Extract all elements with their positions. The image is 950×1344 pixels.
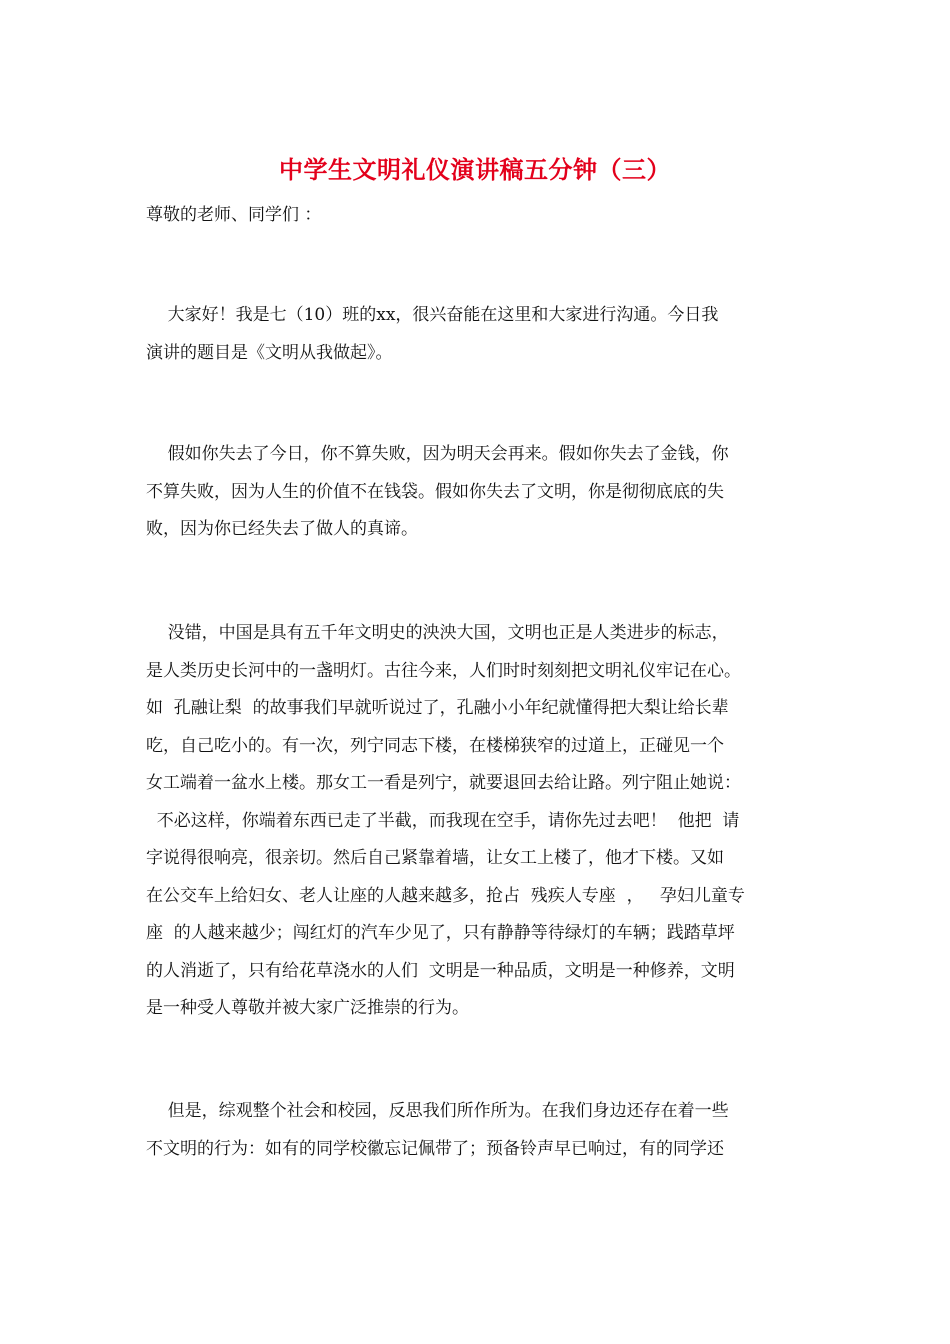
paragraph-2 (146, 436, 809, 549)
text-line: 是一种受人尊敬并被大家广泛推崇的行为。 (146, 998, 469, 1018)
text-line: 不必这样，你端着东西已走了半截，而我现在空手，请你先过去吧！ 他把 请 (146, 810, 740, 831)
text-line: 吃，自己吃小的。有一次，列宁同志下楼，在楼梯狭窄的过道上，正碰见一个 (146, 735, 724, 756)
paragraph-4 (146, 1093, 809, 1168)
document-title: 中学生文明礼仪演讲稿五分钟（三） (279, 155, 671, 184)
text-line: 大家好！我是七（10）班的xx，很兴奋能在这里和大家进行沟通。今日我 (146, 305, 719, 325)
paragraph-3 (146, 615, 809, 1028)
text-line: 座 的人越来越少；闯红灯的汽车少见了，只有静静等待绿灯的车辆；践踏草坪 (146, 923, 735, 943)
text-line: 不算失败，因为人生的价值不在钱袋。假如你失去了文明，你是彻彻底底的失 (146, 481, 724, 502)
text-line: 没错，中国是具有五千年文明史的泱泱大国，文明也正是人类进步的标志， (146, 623, 729, 643)
salutation: 尊敬的老师、同学们 ： (146, 205, 322, 225)
text-line: 在公交车上给妇女、老人让座的人越来越多，抢占 残疾人专座 ， 孕妇儿童专 (146, 885, 745, 906)
paragraph-1 (146, 297, 809, 372)
text-line: 如 孔融让梨 的故事我们早就听说过了，孔融小小年纪就懂得把大梨让给长辈 (146, 698, 729, 718)
text-line: 假如你失去了今日，你不算失败，因为明天会再来。假如你失去了金钱，你 (146, 444, 729, 464)
text-line: 败，因为你已经失去了做人的真谛。 (146, 519, 418, 539)
text-line: 不文明的行为：如有的同学校徽忘记佩带了；预备铃声早已响过，有的同学还 (146, 1138, 724, 1159)
text-line: 字说得很响亮，很亲切。然后自己紧靠着墙，让女工上楼了，他才下楼。又如 (146, 848, 724, 868)
text-line: 但是，综观整个社会和校园，反思我们所作所为。在我们身边还存在着一些 (146, 1101, 729, 1121)
text-line: 的人消逝了，只有给花草浇水的人们 文明是一种品质，文明是一种修养，文明 (146, 960, 735, 981)
text-line: 女工端着一盆水上楼。那女工一看是列宁，就要退回去给让路。列宁阻止她说： (146, 773, 741, 793)
text-line: 演讲的题目是《文明从我做起》。 (146, 342, 393, 363)
text-line: 是人类历史长河中的一盏明灯。古往今来，人们时时刻刻把文明礼仪牢记在心。 (146, 660, 741, 681)
